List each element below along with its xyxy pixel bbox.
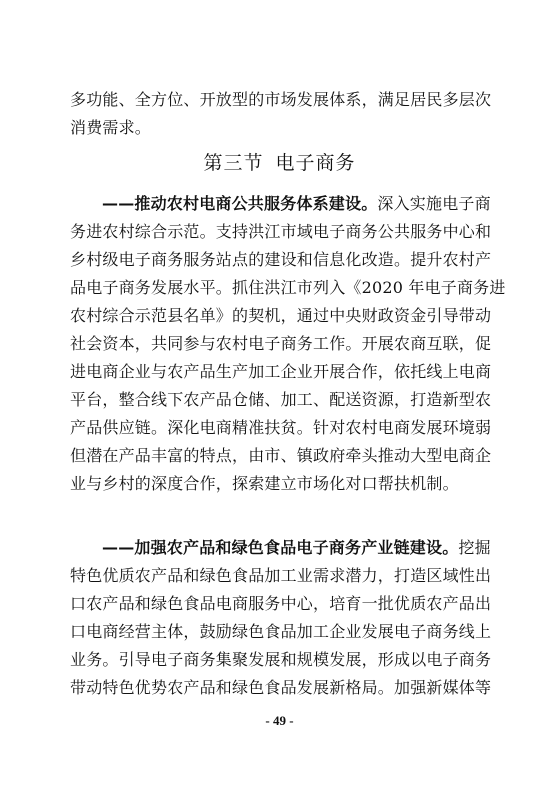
text-line: 消费需求。 — [70, 118, 152, 137]
text-line: 带动特色优势农产品和绿色食品发展新格局。加强新媒体等 — [70, 678, 492, 697]
section-heading — [0, 150, 559, 176]
text-line: 特色优质农产品和绿色食品加工业需求潜力，打造区域性出 — [70, 566, 492, 585]
paragraph-lead-rest: 深入实施电子商 — [377, 194, 491, 213]
paragraph-lead: ——推动农村电商公共服务体系建设。 — [102, 194, 378, 213]
intro-paragraph — [70, 86, 490, 142]
section-number: 第三节 — [203, 152, 264, 174]
text-line — [70, 190, 490, 218]
text-line: 产品供应链。深化电商精准扶贫。针对农村电商发展环境弱 — [70, 418, 492, 437]
text-line: 农村综合示范县名单》的契机，通过中央财政资金引导带动 — [70, 306, 492, 325]
section-title: 电子商务 — [275, 152, 356, 174]
text-line: 业务。引导电子商务集聚发展和规模发展，形成以电子商务 — [70, 650, 492, 669]
page-number: - 49 - — [265, 713, 294, 728]
text-line: 但潜在产品丰富的特点，由市、镇政府牵头推动大型电商企 — [70, 446, 492, 465]
text-line: 平台，整合线下农产品仓储、加工、配送资源，打造新型农 — [70, 390, 492, 409]
paragraph-lead-rest: 挖掘 — [458, 538, 491, 557]
text-line: 进电商企业与农产品生产加工企业开展合作，依托线上电商 — [70, 362, 492, 381]
text-line: 务进农村综合示范。支持洪江市域电子商务公共服务中心和 — [70, 222, 492, 241]
text-line: 品电子商务发展水平。抓住洪江市列入《2020 年电子商务进 — [70, 278, 506, 297]
text-line: 乡村级电子商务服务站点的建设和信息化改造。提升农村产 — [70, 250, 492, 269]
text-line — [70, 534, 490, 562]
paragraph-lead: ——加强农产品和绿色食品电子商务产业链建设。 — [102, 538, 459, 557]
paragraph-green-food-ecommerce — [70, 534, 490, 702]
text-line: 业与乡村的深度合作，探索建立市场化对口帮扶机制。 — [70, 474, 459, 493]
text-line: 社会资本，共同参与农村电子商务工作。开展农商互联，促 — [70, 334, 492, 353]
text-line: 口电商经营主体，鼓励绿色食品加工企业发展电子商务线上 — [70, 622, 492, 641]
text-line: 口农产品和绿色食品电商服务中心，培育一批优质农产品出 — [70, 594, 492, 613]
text-line: 多功能、全方位、开放型的市场发展体系，满足居民多层次 — [70, 90, 492, 109]
paragraph-rural-ecommerce — [70, 190, 506, 498]
